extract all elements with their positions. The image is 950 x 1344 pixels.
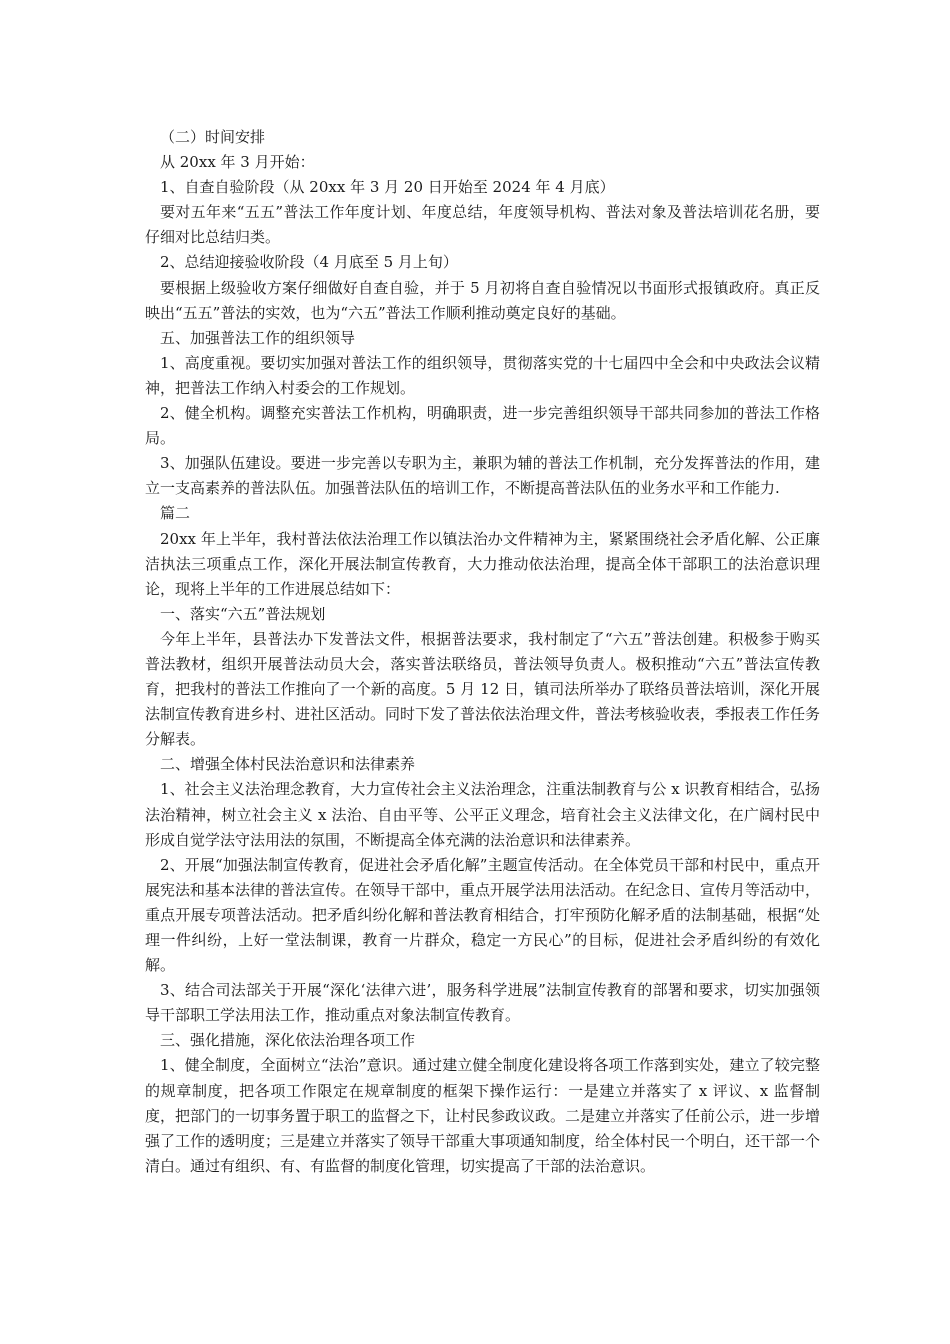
section-heading-awareness: 二、增强全体村民法治意识和法律素养 [160, 755, 416, 774]
paragraph: 要对五年来“五五”普法工作年度计划、年度总结，年度领导机构、普法对象及普法培训花名册，要仔细对比总结归类。 [145, 203, 820, 247]
paragraph: 要根据上级验收方案仔细做好自查自验，并于 5 月初将自查自验情况以书面形式报镇政府。真正反映出“五五”普法的实效，也为“六五”普法工作顺利推动奠定良好的基础。 [145, 278, 820, 322]
paragraph: 20xx 年上半年，我村普法依法治理工作以镇法治办文件精神为主，紧紧围绕社会矛盾化解、公正廉洁执法三项重点工作，深化开展法制宣传教育，大力推动依法治理，提高全体干部职工的法治意识理论，现将上半年的工作进展总结如下： [145, 529, 820, 598]
list-item: 3、加强队伍建设。要进一步完善以专职为主，兼职为辅的普法工作机制，充分发挥普法的作用，建立一支高素养的普法队伍。加强普法队伍的培训工作，不断提高普法队伍的业务水平和工作能力. [145, 454, 820, 498]
section-heading-plan: 一、落实“六五”普法规划 [160, 604, 326, 623]
section-heading-measures: 三、强化措施，深化依法治理各项工作 [160, 1031, 416, 1050]
list-item: 2、开展“加强法制宣传教育，促进社会矛盾化解”主题宣传活动。在全体党员干部和村民中，重点开展宪法和基本法律的普法宣传。在领导干部中，重点开展学法用法活动。在纪念日、宣传月等活动中，重点开展专项普法活动。把矛盾纠纷化解和普法教育相结合，打牢预防化解矛盾的法制基础，根据“处理一件纠纷，上好一堂法制课，教育一片群众，稳定一方民心”的目标，促进社会矛盾纠纷的有效化解。 [145, 855, 821, 975]
list-item: 1、社会主义法治理念教育，大力宣传社会主义法治理念，注重法制教育与公 x 识教育相结合，弘扬法治精神，树立社会主义 x 法治、自由平等、公平正义理念，培育社会主义法律文化，在广阔村民中形成自觉学法守法用法的氛围，不断提高全体充满的法治意识和法律素养。 [145, 780, 820, 849]
list-item: 1、高度重视。要切实加强对普法工作的组织领导，贯彻落实党的十七届四中全会和中央政法会议精神，把普法工作纳入村委会的工作规划。 [145, 353, 820, 397]
section-heading-leadership: 五、加强普法工作的组织领导 [160, 328, 356, 347]
paragraph: 今年上半年，县普法办下发普法文件，根据普法要求，我村制定了“六五”普法创建。积极参于购买普法教材，组织开展普法动员大会，落实普法联络员，普法领导负责人。极积推动“六五”普法宣传教育，把我村的普法工作推向了一个新的高度。5 月 12 日，镇司法所举办了联络员普法培训，深化开展法制宣传教育进乡村、进社区活动。同时下发了普法依法治理文件，普法考核验收表，季报表工作任务分解表。 [145, 629, 821, 749]
list-item: 1、自查自验阶段（从 20xx 年 3 月 20 日开始至 2024 年 4 月底） [160, 178, 615, 197]
list-item: 1、健全制度，全面树立“法治”意识。通过建立健全制度化建设将各项工作落到实处，建立了较完整的规章制度，把各项工作限定在规章制度的框架下操作运行：一是建立并落实了 x 评议、x 监督制度，把部门的一切事务置于职工的监督之下，让村民参政议政。二是建立并落实了任前公示，进一步增强了工作的透明度；三是建立并落实了领导干部重大事项通知制度，给全体村民一个明白，还干部一个清白。通过有组织、有、有监督的制度化管理，切实提高了干部的法治意识。 [145, 1056, 821, 1175]
document-body [145, 125, 820, 1179]
paragraph: 从 20xx 年 3 月开始： [160, 153, 315, 172]
list-item: 2、总结迎接验收阶段（4 月底至 5 月上旬） [160, 253, 458, 272]
list-item: 2、健全机构。调整充实普法工作机构，明确职责，进一步完善组织领导干部共同参加的普法工作格局。 [145, 404, 820, 448]
part-heading: 篇二 [160, 504, 191, 523]
list-item: 3、结合司法部关于开展“深化‘法律六进’，服务科学进展”法制宣传教育的部署和要求，切实加强领导干部职工学法用法工作，推动重点对象法制宣传教育。 [145, 981, 820, 1025]
section-heading-schedule: （二）时间安排 [160, 128, 266, 146]
